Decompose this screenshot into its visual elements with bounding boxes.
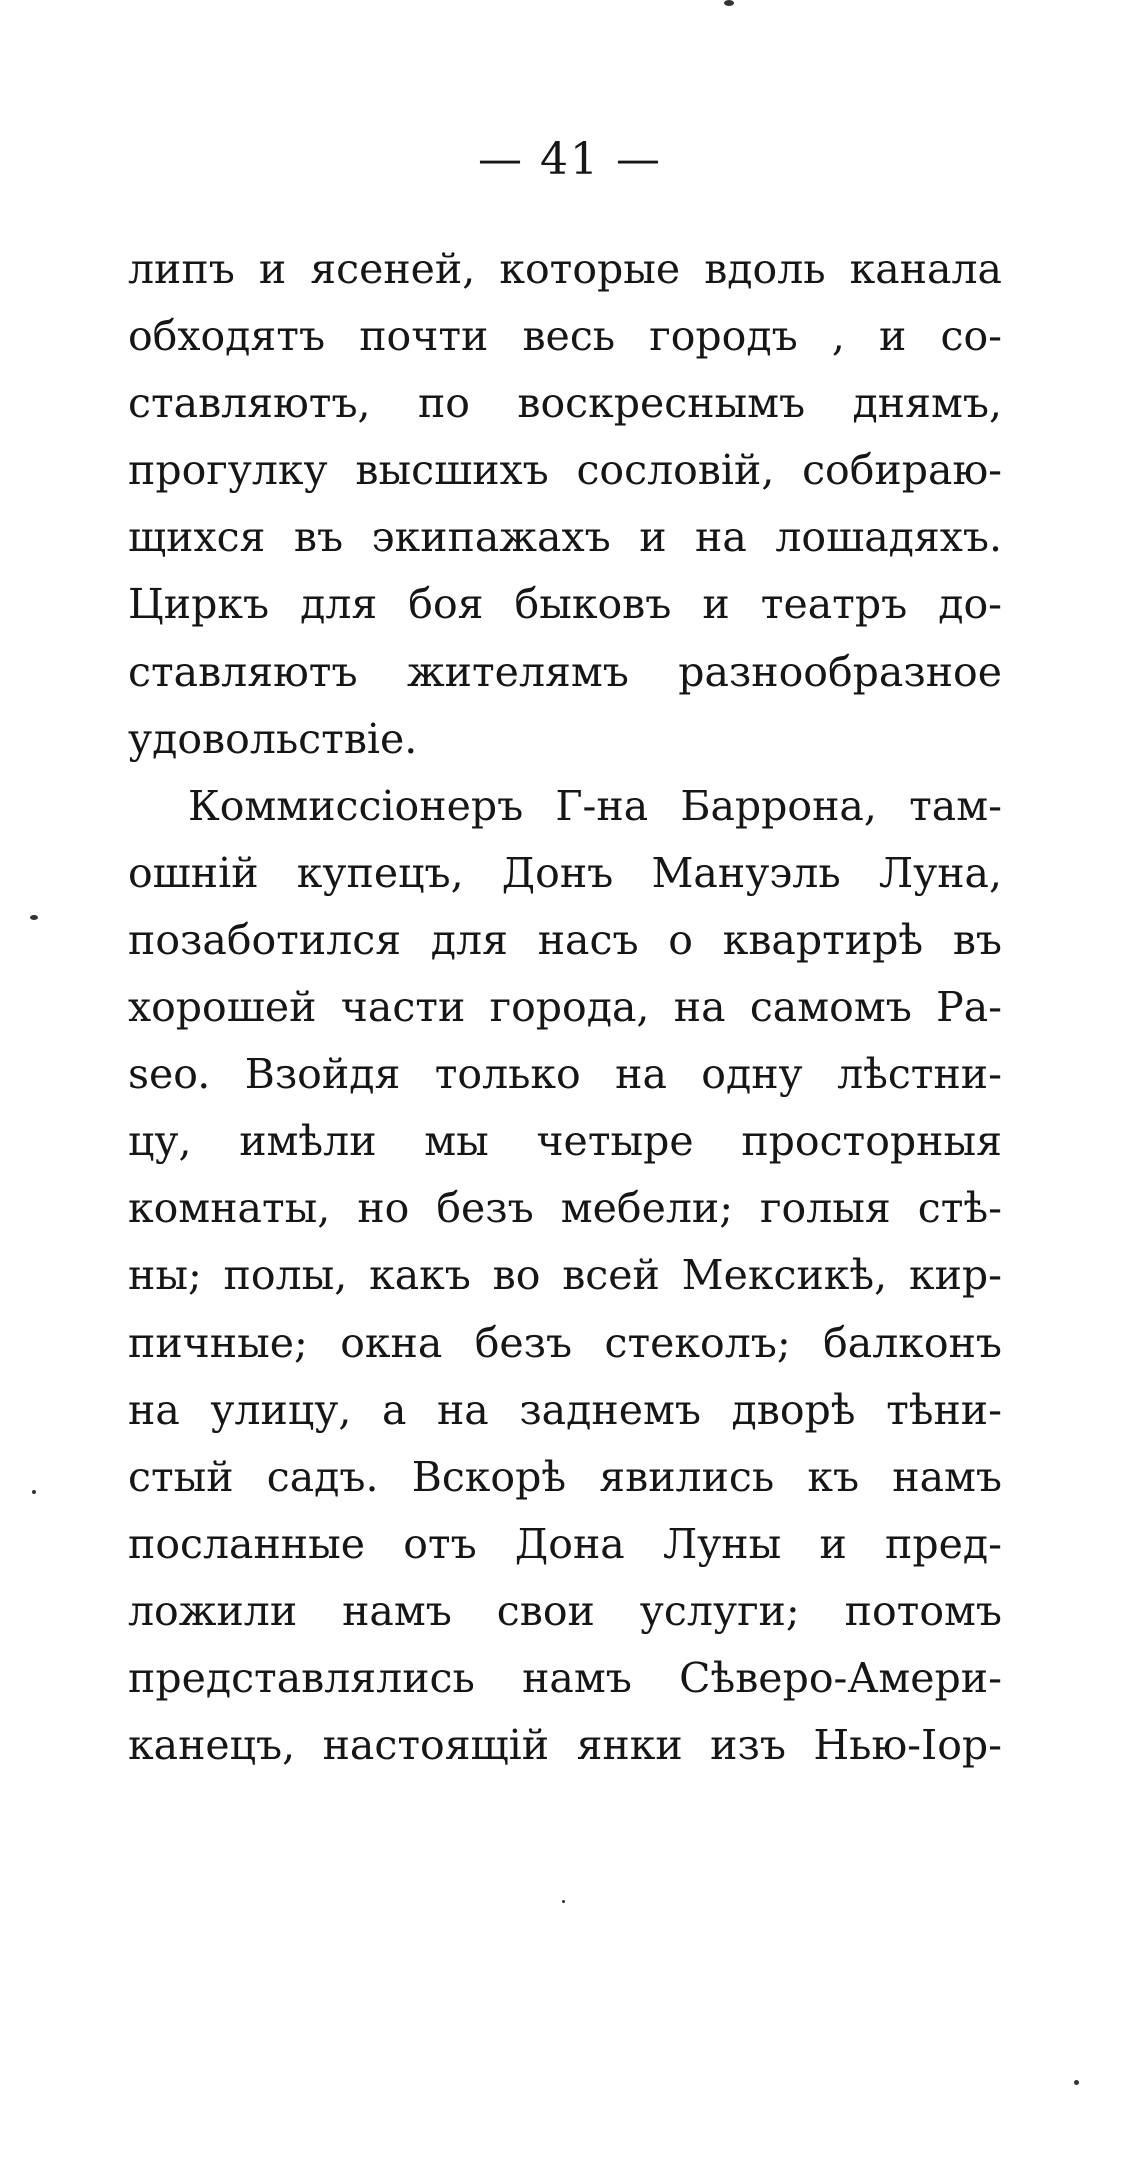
- text-line: обходятъ почти весь городъ , и со-: [128, 312, 1002, 361]
- text-line: щихся въ экипажахъ и на лошадяхъ.: [128, 513, 1002, 562]
- text-line: ошній купецъ, Донъ Мануэль Луна,: [128, 848, 1002, 897]
- text-line: ложили намъ свои услуги; потомъ: [128, 1586, 1002, 1635]
- text-line: хорошей части города, на самомъ Ра-: [128, 983, 1002, 1032]
- text-line: представлялись намъ Сѣверо-Амери-: [128, 1653, 1002, 1702]
- text-line: Коммиссіонеръ Г-на Баррона, там-: [188, 781, 1002, 830]
- text-line: посланные отъ Дона Луны и пред-: [128, 1519, 1002, 1568]
- print-speck: [30, 915, 38, 920]
- text-line: липъ и ясеней, которые вдоль канала: [128, 245, 1002, 293]
- text-line: прогулку высшихъ сословій, собираю-: [128, 446, 1002, 495]
- print-speck: [1074, 2080, 1079, 2085]
- text-line: Циркъ для боя быковъ и театръ до-: [128, 580, 1002, 629]
- print-speck: [32, 1490, 36, 1494]
- text-line: стый садъ. Вскорѣ явились къ намъ: [128, 1452, 1002, 1501]
- text-line: ны; полы, какъ во всей Мексикѣ, кир-: [128, 1251, 1002, 1300]
- text-line: ставляютъ жителямъ разнообразное: [128, 647, 1002, 696]
- text-line: пичные; окна безъ стеколъ; балконъ: [128, 1318, 1002, 1367]
- text-line: канецъ, настоящій янки изъ Нью-Іор-: [128, 1721, 1002, 1770]
- text-line: ставляютъ, по воскреснымъ днямъ,: [128, 379, 1002, 428]
- print-speck: [724, 0, 734, 6]
- text-line: цу, имѣли мы четыре просторныя: [128, 1117, 1002, 1166]
- text-line: seo. Взойдя только на одну лѣстни-: [128, 1050, 1002, 1099]
- text-line: удовольствіе.: [128, 714, 418, 763]
- page-number: — 41 —: [478, 134, 662, 185]
- print-speck: [562, 1900, 565, 1903]
- text-line: позаботился для насъ о квартирѣ въ: [128, 915, 1002, 964]
- text-line: на улицу, а на заднемъ дворѣ тѣни-: [128, 1385, 1002, 1434]
- text-line: комнаты, но безъ мебели; голыя стѣ-: [128, 1184, 1002, 1233]
- body-text: [128, 236, 1002, 1779]
